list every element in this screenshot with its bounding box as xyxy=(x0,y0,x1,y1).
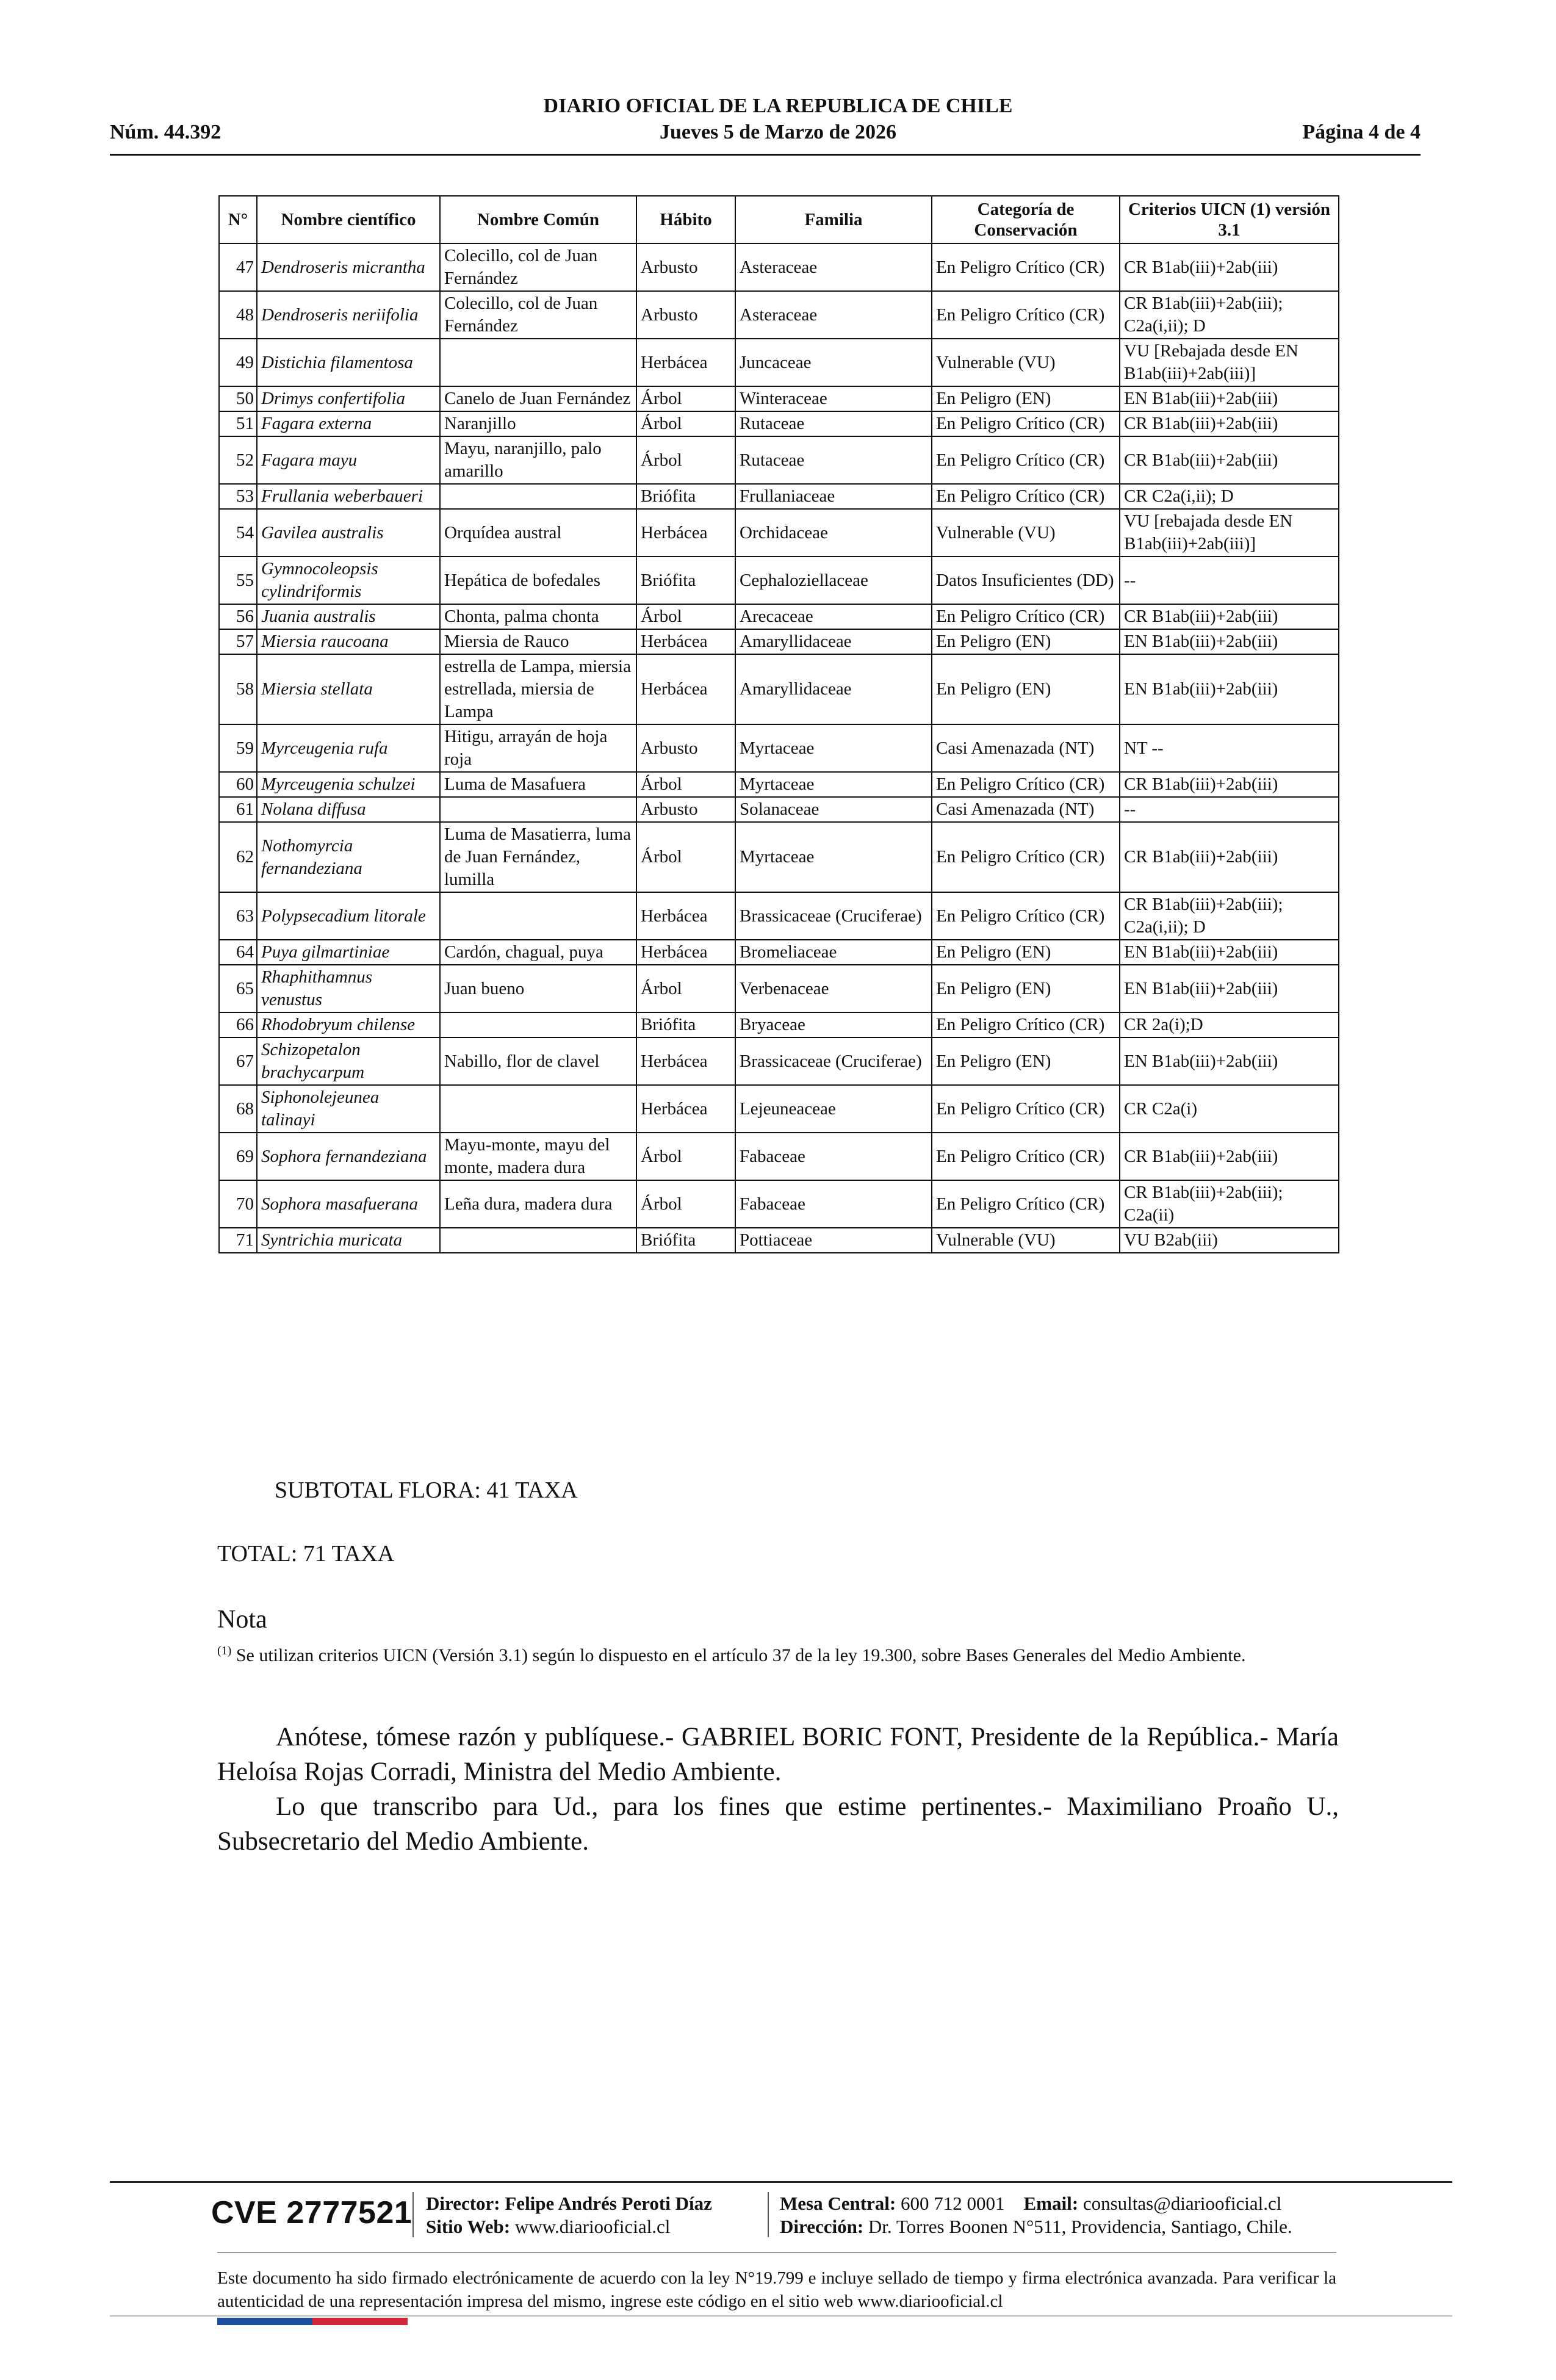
director-name: Felipe Andrés Peroti Díaz xyxy=(505,2193,712,2214)
cell-category: En Peligro Crítico (CR) xyxy=(932,243,1120,291)
cell-family: Asteraceae xyxy=(735,291,932,339)
cell-family: Verbenaceae xyxy=(735,965,932,1012)
cell-scientific-name: Siphonolejeunea talinayi xyxy=(257,1085,440,1133)
cell-family: Rutaceae xyxy=(735,436,932,484)
cell-category: En Peligro Crítico (CR) xyxy=(932,772,1120,797)
table-row xyxy=(219,291,1339,339)
cell-category: Casi Amenazada (NT) xyxy=(932,797,1120,822)
cell-criteria: EN B1ab(iii)+2ab(iii) xyxy=(1120,1037,1339,1085)
cell-scientific-name: Sophora masafuerana xyxy=(257,1180,440,1228)
cell-family: Myrtaceae xyxy=(735,822,932,892)
table-row xyxy=(219,654,1339,724)
cell-common-name: Colecillo, col de Juan Fernández xyxy=(440,243,636,291)
cell-common-name: Canelo de Juan Fernández xyxy=(440,386,636,411)
cell-scientific-name: Distichia filamentosa xyxy=(257,339,440,386)
issue-date: Jueves 5 de Marzo de 2026 xyxy=(659,121,897,143)
footer-separator-1 xyxy=(412,2192,414,2237)
cell-scientific-name: Miersia stellata xyxy=(257,654,440,724)
cell-number: 57 xyxy=(219,629,257,654)
cell-number: 69 xyxy=(219,1133,257,1180)
cell-habit: Arbusto xyxy=(636,243,735,291)
cell-habit: Briófita xyxy=(636,1228,735,1253)
cell-number: 55 xyxy=(219,557,257,604)
cell-criteria: CR B1ab(iii)+2ab(iii) xyxy=(1120,1133,1339,1180)
cell-habit: Arbusto xyxy=(636,291,735,339)
cell-number: 58 xyxy=(219,654,257,724)
cell-category: En Peligro (EN) xyxy=(932,965,1120,1012)
cell-category: En Peligro Crítico (CR) xyxy=(932,1133,1120,1180)
cell-scientific-name: Puya gilmartiniae xyxy=(257,940,440,965)
site-label: Sitio Web: xyxy=(426,2216,511,2237)
subtotal-flora: SUBTOTAL FLORA: 41 TAXA xyxy=(275,1477,578,1503)
note-heading: Nota xyxy=(217,1606,267,1634)
table-row xyxy=(219,411,1339,436)
cell-habit: Briófita xyxy=(636,484,735,509)
note-marker: (1) xyxy=(217,1644,232,1657)
cell-family: Brassicaceae (Cruciferae) xyxy=(735,892,932,940)
cell-criteria: EN B1ab(iii)+2ab(iii) xyxy=(1120,654,1339,724)
cell-common-name: Mayu, naranjillo, palo amarillo xyxy=(440,436,636,484)
table-row xyxy=(219,965,1339,1012)
cell-family: Fabaceae xyxy=(735,1133,932,1180)
cve-code: CVE 2777521 xyxy=(211,2195,412,2230)
table-row xyxy=(219,772,1339,797)
cell-scientific-name: Frullania weberbaueri xyxy=(257,484,440,509)
cell-scientific-name: Myrceugenia schulzei xyxy=(257,772,440,797)
cell-criteria: EN B1ab(iii)+2ab(iii) xyxy=(1120,386,1339,411)
cell-criteria: CR C2a(i,ii); D xyxy=(1120,484,1339,509)
cell-scientific-name: Nolana diffusa xyxy=(257,797,440,822)
cell-category: En Peligro (EN) xyxy=(932,1037,1120,1085)
cell-habit: Árbol xyxy=(636,1133,735,1180)
cell-common-name: Naranjillo xyxy=(440,411,636,436)
cell-habit: Árbol xyxy=(636,965,735,1012)
cell-scientific-name: Fagara externa xyxy=(257,411,440,436)
cell-number: 54 xyxy=(219,509,257,557)
cell-habit: Arbusto xyxy=(636,797,735,822)
table-row xyxy=(219,1180,1339,1228)
table-row xyxy=(219,604,1339,629)
cell-category: En Peligro Crítico (CR) xyxy=(932,1012,1120,1037)
cell-habit: Herbácea xyxy=(636,509,735,557)
cell-scientific-name: Rhodobryum chilense xyxy=(257,1012,440,1037)
note-body: Se utilizan criterios UICN (Versión 3.1) según lo dispuesto en el artículo 37 de la ley 19.300, sobre Bases Generales del Medio Ambiente. xyxy=(236,1645,1246,1665)
cell-number: 60 xyxy=(219,772,257,797)
cell-scientific-name: Myrceugenia rufa xyxy=(257,724,440,772)
table-row xyxy=(219,436,1339,484)
cell-family: Winteraceae xyxy=(735,386,932,411)
cell-criteria: CR B1ab(iii)+2ab(iii) xyxy=(1120,436,1339,484)
cell-category: En Peligro Crítico (CR) xyxy=(932,436,1120,484)
table-row xyxy=(219,797,1339,822)
cell-criteria: VU [Rebajada desde EN B1ab(iii)+2ab(iii)] xyxy=(1120,339,1339,386)
cell-common-name: Luma de Masatierra, luma de Juan Fernández, lumilla xyxy=(440,822,636,892)
cell-number: 48 xyxy=(219,291,257,339)
cell-family: Orchidaceae xyxy=(735,509,932,557)
phone-number: 600 712 0001 xyxy=(901,2193,1005,2214)
cell-habit: Herbácea xyxy=(636,654,735,724)
email-link[interactable]: consultas@diariooficial.cl xyxy=(1082,2193,1282,2214)
cell-number: 70 xyxy=(219,1180,257,1228)
cell-number: 64 xyxy=(219,940,257,965)
cell-family: Brassicaceae (Cruciferae) xyxy=(735,1037,932,1085)
director-label: Director: xyxy=(426,2193,500,2214)
cell-number: 65 xyxy=(219,965,257,1012)
cell-common-name: Nabillo, flor de clavel xyxy=(440,1037,636,1085)
table-header-row xyxy=(219,196,1339,243)
cell-scientific-name: Syntrichia muricata xyxy=(257,1228,440,1253)
cell-habit: Árbol xyxy=(636,386,735,411)
footer-bottom-rule xyxy=(110,2315,1452,2317)
cell-scientific-name: Gavilea australis xyxy=(257,509,440,557)
cell-criteria: CR 2a(i);D xyxy=(1120,1012,1339,1037)
cell-category: En Peligro Crítico (CR) xyxy=(932,822,1120,892)
cell-common-name xyxy=(440,484,636,509)
cell-number: 59 xyxy=(219,724,257,772)
gazette-title: DIARIO OFICIAL DE LA REPUBLICA DE CHILE xyxy=(543,95,1013,117)
address-label: Dirección: xyxy=(780,2216,864,2237)
cell-category: En Peligro (EN) xyxy=(932,654,1120,724)
cell-habit: Briófita xyxy=(636,557,735,604)
cell-common-name: Cardón, chagual, puya xyxy=(440,940,636,965)
page-indicator: Página 4 de 4 xyxy=(1302,121,1421,143)
cell-family: Solanaceae xyxy=(735,797,932,822)
cell-family: Bromeliaceae xyxy=(735,940,932,965)
cell-criteria: NT -- xyxy=(1120,724,1339,772)
cell-scientific-name: Juania australis xyxy=(257,604,440,629)
cell-number: 51 xyxy=(219,411,257,436)
table-body xyxy=(219,243,1339,1253)
cell-habit: Herbácea xyxy=(636,1085,735,1133)
cell-habit: Árbol xyxy=(636,604,735,629)
cell-family: Arecaceae xyxy=(735,604,932,629)
cell-criteria: CR B1ab(iii)+2ab(iii); C2a(ii) xyxy=(1120,1180,1339,1228)
cell-scientific-name: Miersia raucoana xyxy=(257,629,440,654)
col-header-family: Familia xyxy=(735,196,932,243)
cell-family: Frullaniaceae xyxy=(735,484,932,509)
cell-number: 61 xyxy=(219,797,257,822)
cell-number: 52 xyxy=(219,436,257,484)
cell-common-name xyxy=(440,1228,636,1253)
cell-common-name xyxy=(440,797,636,822)
col-header-criteria: Criterios UICN (1) versión 3.1 xyxy=(1120,196,1339,243)
cell-habit: Árbol xyxy=(636,411,735,436)
issue-number: Núm. 44.392 xyxy=(110,121,222,143)
species-table xyxy=(218,195,1339,1253)
footer-disclaimer: Este documento ha sido firmado electrónicamente de acuerdo con la ley N°19.799 e incluye sellado de tiempo y firma electrónica avanzada. Para verificar la autenticidad de una representación impresa del mismo, ingrese este código en el sitio web www.diariooficial.cl xyxy=(217,2268,1336,2311)
note-text xyxy=(217,1639,1339,1667)
cell-criteria: CR B1ab(iii)+2ab(iii) xyxy=(1120,604,1339,629)
phone-label: Mesa Central: xyxy=(780,2193,896,2214)
table-row xyxy=(219,1037,1339,1085)
cell-common-name xyxy=(440,339,636,386)
cell-number: 71 xyxy=(219,1228,257,1253)
table-row xyxy=(219,243,1339,291)
transcription-paragraph: Lo que transcribo para Ud., para los fines que estime pertinentes.- Maximiliano Proaño U., Subsecretario del Medio Ambiente. xyxy=(217,1792,1339,1856)
cell-common-name: Luma de Masafuera xyxy=(440,772,636,797)
cell-family: Cephaloziellaceae xyxy=(735,557,932,604)
cell-category: En Peligro Crítico (CR) xyxy=(932,1085,1120,1133)
cell-common-name: Juan bueno xyxy=(440,965,636,1012)
cell-family: Myrtaceae xyxy=(735,724,932,772)
cell-family: Asteraceae xyxy=(735,243,932,291)
cell-habit: Herbácea xyxy=(636,892,735,940)
col-header-habit: Hábito xyxy=(636,196,735,243)
cell-habit: Herbácea xyxy=(636,1037,735,1085)
flag-bar-red xyxy=(312,2318,408,2325)
cell-criteria: CR B1ab(iii)+2ab(iii); C2a(i,ii); D xyxy=(1120,291,1339,339)
cell-family: Pottiaceae xyxy=(735,1228,932,1253)
cell-common-name: Colecillo, col de Juan Fernández xyxy=(440,291,636,339)
table-row xyxy=(219,557,1339,604)
cell-scientific-name: Nothomyrcia fernandeziana xyxy=(257,822,440,892)
cell-criteria: VU [rebajada desde EN B1ab(iii)+2ab(iii)] xyxy=(1120,509,1339,557)
cell-family: Juncaceae xyxy=(735,339,932,386)
cell-scientific-name: Gymnocoleopsis cylindriformis xyxy=(257,557,440,604)
footer-contact-block xyxy=(780,2192,1292,2238)
cell-number: 67 xyxy=(219,1037,257,1085)
cell-criteria: -- xyxy=(1120,797,1339,822)
cell-common-name: Chonta, palma chonta xyxy=(440,604,636,629)
cell-category: En Peligro Crítico (CR) xyxy=(932,1180,1120,1228)
cell-scientific-name: Schizopetalon brachycarpum xyxy=(257,1037,440,1085)
table-row xyxy=(219,892,1339,940)
cell-family: Lejeuneaceae xyxy=(735,1085,932,1133)
cell-scientific-name: Rhaphithamnus venustus xyxy=(257,965,440,1012)
cell-common-name: Leña dura, madera dura xyxy=(440,1180,636,1228)
cell-common-name xyxy=(440,1012,636,1037)
cell-criteria: CR B1ab(iii)+2ab(iii); C2a(i,ii); D xyxy=(1120,892,1339,940)
closing-paragraphs xyxy=(217,1720,1339,1859)
cell-criteria: CR B1ab(iii)+2ab(iii) xyxy=(1120,243,1339,291)
table-row xyxy=(219,1228,1339,1253)
cell-criteria: VU B2ab(iii) xyxy=(1120,1228,1339,1253)
cell-criteria: CR B1ab(iii)+2ab(iii) xyxy=(1120,411,1339,436)
cell-criteria: -- xyxy=(1120,557,1339,604)
cell-scientific-name: Sophora fernandeziana xyxy=(257,1133,440,1180)
cell-criteria: CR B1ab(iii)+2ab(iii) xyxy=(1120,772,1339,797)
table-row xyxy=(219,339,1339,386)
cell-habit: Árbol xyxy=(636,436,735,484)
table-row xyxy=(219,509,1339,557)
cell-family: Amaryllidaceae xyxy=(735,629,932,654)
cell-number: 49 xyxy=(219,339,257,386)
cell-family: Fabaceae xyxy=(735,1180,932,1228)
cell-scientific-name: Drimys confertifolia xyxy=(257,386,440,411)
cell-common-name xyxy=(440,1085,636,1133)
cell-number: 68 xyxy=(219,1085,257,1133)
table-row xyxy=(219,386,1339,411)
cell-family: Rutaceae xyxy=(735,411,932,436)
email-label: Email: xyxy=(1023,2193,1079,2214)
table-row xyxy=(219,1085,1339,1133)
cell-number: 47 xyxy=(219,243,257,291)
cell-common-name: Hepática de bofedales xyxy=(440,557,636,604)
cell-number: 63 xyxy=(219,892,257,940)
cell-category: Vulnerable (VU) xyxy=(932,509,1120,557)
cell-scientific-name: Polypsecadium litorale xyxy=(257,892,440,940)
cell-category: En Peligro (EN) xyxy=(932,386,1120,411)
cell-category: Vulnerable (VU) xyxy=(932,339,1120,386)
cell-common-name: Mayu-monte, mayu del monte, madera dura xyxy=(440,1133,636,1180)
cell-category: En Peligro Crítico (CR) xyxy=(932,892,1120,940)
site-link[interactable]: www.diariooficial.cl xyxy=(514,2216,671,2237)
cell-habit: Arbusto xyxy=(636,724,735,772)
cell-category: En Peligro Crítico (CR) xyxy=(932,604,1120,629)
cell-habit: Árbol xyxy=(636,822,735,892)
cell-common-name: estrella de Lampa, miersia estrellada, miersia de Lampa xyxy=(440,654,636,724)
cell-scientific-name: Fagara mayu xyxy=(257,436,440,484)
footer-director-block xyxy=(426,2192,712,2238)
cell-criteria: CR B1ab(iii)+2ab(iii) xyxy=(1120,822,1339,892)
cell-criteria: EN B1ab(iii)+2ab(iii) xyxy=(1120,965,1339,1012)
signature-paragraph: Anótese, tómese razón y publíquese.- GABRIEL BORIC FONT, Presidente de la República.- María Heloísa Rojas Corradi, Ministra del Medio Ambiente. xyxy=(217,1723,1339,1786)
cell-category: En Peligro (EN) xyxy=(932,629,1120,654)
cell-category: Vulnerable (VU) xyxy=(932,1228,1120,1253)
col-header-scientific-name: Nombre científico xyxy=(257,196,440,243)
col-header-number: N° xyxy=(219,196,257,243)
table-row xyxy=(219,484,1339,509)
table-row xyxy=(219,940,1339,965)
cell-common-name: Miersia de Rauco xyxy=(440,629,636,654)
cell-habit: Árbol xyxy=(636,772,735,797)
cell-criteria: EN B1ab(iii)+2ab(iii) xyxy=(1120,940,1339,965)
cell-family: Bryaceae xyxy=(735,1012,932,1037)
header-divider xyxy=(110,154,1421,156)
cell-common-name: Orquídea austral xyxy=(440,509,636,557)
cell-habit: Herbácea xyxy=(636,339,735,386)
footer-inner-divider xyxy=(217,2252,1336,2253)
cell-category: Datos Insuficientes (DD) xyxy=(932,557,1120,604)
cell-number: 66 xyxy=(219,1012,257,1037)
total-taxa: TOTAL: 71 TAXA xyxy=(217,1541,395,1567)
cell-number: 50 xyxy=(219,386,257,411)
cell-number: 62 xyxy=(219,822,257,892)
cell-category: En Peligro (EN) xyxy=(932,940,1120,965)
footer-separator-2 xyxy=(768,2192,769,2237)
table-row xyxy=(219,724,1339,772)
cell-habit: Herbácea xyxy=(636,940,735,965)
table-row xyxy=(219,1012,1339,1037)
cell-scientific-name: Dendroseris neriifolia xyxy=(257,291,440,339)
col-header-common-name: Nombre Común xyxy=(440,196,636,243)
cell-common-name: Hitigu, arrayán de hoja roja xyxy=(440,724,636,772)
col-header-category: Categoría de Conservación xyxy=(932,196,1120,243)
cell-criteria: EN B1ab(iii)+2ab(iii) xyxy=(1120,629,1339,654)
cell-category: En Peligro Crítico (CR) xyxy=(932,291,1120,339)
cell-family: Amaryllidaceae xyxy=(735,654,932,724)
address-text: Dr. Torres Boonen N°511, Providencia, Santiago, Chile. xyxy=(868,2216,1292,2237)
flag-bar-blue xyxy=(217,2318,312,2325)
cell-number: 56 xyxy=(219,604,257,629)
cell-category: En Peligro Crítico (CR) xyxy=(932,484,1120,509)
cell-habit: Herbácea xyxy=(636,629,735,654)
cell-category: Casi Amenazada (NT) xyxy=(932,724,1120,772)
table-row xyxy=(219,629,1339,654)
cell-family: Myrtaceae xyxy=(735,772,932,797)
cell-scientific-name: Dendroseris micrantha xyxy=(257,243,440,291)
table-row xyxy=(219,1133,1339,1180)
cell-number: 53 xyxy=(219,484,257,509)
cell-category: En Peligro Crítico (CR) xyxy=(932,411,1120,436)
cell-criteria: CR C2a(i) xyxy=(1120,1085,1339,1133)
table-row xyxy=(219,822,1339,892)
cell-habit: Briófita xyxy=(636,1012,735,1037)
footer-divider xyxy=(110,2181,1452,2183)
cell-common-name xyxy=(440,892,636,940)
cell-habit: Árbol xyxy=(636,1180,735,1228)
